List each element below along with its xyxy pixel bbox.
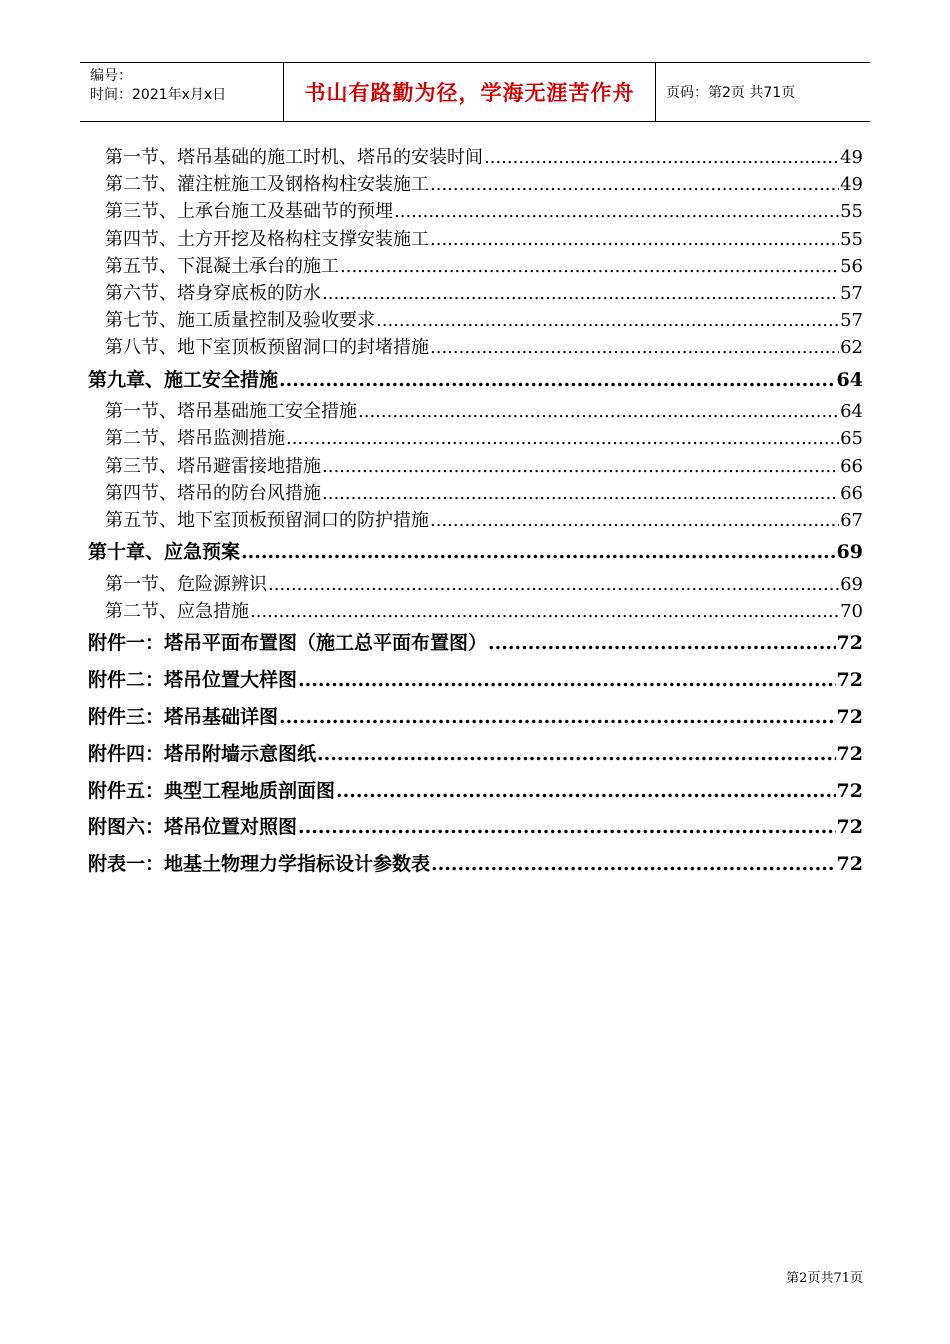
toc-entry-title: 附件四：塔吊附墙示意图纸 (88, 742, 317, 765)
toc-dot-leader (279, 362, 836, 399)
toc-entry-page: 55 (840, 201, 863, 223)
toc-entry-page: 62 (840, 337, 863, 359)
toc-chapter-entry[interactable] (88, 846, 863, 883)
toc-section-entry[interactable] (88, 571, 863, 598)
toc-dot-leader (376, 307, 839, 334)
header-motto: 书山有路勤为径，学海无涯苦作舟 (283, 63, 656, 121)
toc-entry-page: 69 (840, 574, 863, 596)
toc-entry-page: 70 (840, 601, 863, 623)
toc-chapter-entry[interactable] (88, 699, 863, 736)
toc-entry-page: 72 (836, 706, 863, 728)
toc-section-entry[interactable] (88, 253, 863, 280)
toc-entry-page: 66 (840, 455, 863, 477)
toc-entry-title: 附件五：典型工程地质剖面图 (88, 779, 336, 802)
toc-entry-page: 64 (840, 401, 863, 423)
toc-entry-page: 66 (840, 482, 863, 504)
toc-entry-page: 49 (840, 174, 863, 196)
toc-chapter-entry[interactable] (88, 736, 863, 773)
toc-entry-page: 57 (840, 282, 863, 304)
toc-section-entry[interactable] (88, 507, 863, 534)
toc-section-entry[interactable] (88, 425, 863, 452)
toc-chapter-entry[interactable] (88, 534, 863, 571)
toc-dot-leader (250, 598, 839, 625)
toc-entry-page: 72 (836, 779, 863, 802)
toc-entry-title: 附件一：塔吊平面布置图（施工总平面布置图） (88, 632, 488, 655)
toc-entry-title: 第一节、塔吊基础的施工时机、塔吊的安装时间 (105, 147, 483, 168)
toc-dot-leader (430, 507, 839, 534)
table-of-contents (88, 144, 863, 883)
toc-dot-leader (430, 226, 839, 253)
toc-chapter-entry[interactable] (88, 362, 863, 399)
toc-entry-title: 第二节、灌注桩施工及钢格构柱安装施工 (105, 174, 429, 196)
toc-entry-title: 第五节、地下室顶板预留洞口的防护措施 (105, 510, 429, 532)
toc-dot-leader (336, 773, 836, 810)
toc-dot-leader (268, 571, 839, 598)
toc-entry-title: 附件二：塔吊位置大样图 (88, 669, 298, 692)
toc-section-entry[interactable] (88, 398, 863, 425)
toc-section-entry[interactable] (88, 226, 863, 253)
toc-entry-page: 56 (840, 255, 863, 277)
toc-entry-title: 第一节、危险源辨识 (105, 574, 267, 596)
toc-entry-title: 第三节、塔吊避雷接地措施 (105, 455, 321, 477)
toc-dot-leader (241, 534, 836, 571)
toc-section-entry[interactable] (88, 453, 863, 480)
toc-section-entry[interactable] (88, 480, 863, 507)
toc-entry-page: 72 (836, 632, 863, 655)
document-time: 时间：2021年x月x日 (90, 87, 227, 103)
toc-entry-title: 第二节、塔吊监测措施 (105, 428, 285, 450)
toc-dot-leader (317, 736, 836, 773)
toc-dot-leader (358, 398, 839, 425)
toc-entry-title: 第九章、施工安全措施 (88, 368, 279, 391)
toc-entry-page: 67 (840, 510, 863, 532)
toc-entry-title: 第四节、塔吊的防台风措施 (105, 482, 321, 504)
toc-section-entry[interactable] (88, 334, 863, 361)
toc-entry-title: 第八节、地下室顶板预留洞口的封堵措施 (105, 337, 429, 359)
toc-section-entry[interactable] (88, 280, 863, 307)
toc-section-entry[interactable] (88, 198, 863, 225)
header-meta (80, 63, 283, 121)
page-header (80, 62, 870, 122)
toc-entry-page: 69 (836, 541, 863, 564)
toc-dot-leader (298, 809, 836, 846)
toc-section-entry[interactable] (88, 171, 863, 198)
toc-chapter-entry[interactable] (88, 773, 863, 810)
toc-entry-page: 65 (840, 428, 863, 450)
toc-entry-title: 附件三：塔吊基础详图 (88, 706, 279, 728)
toc-section-entry[interactable] (88, 144, 863, 171)
toc-entry-page: 72 (836, 669, 863, 692)
toc-dot-leader (340, 253, 839, 280)
toc-section-entry[interactable] (88, 307, 863, 334)
toc-dot-leader (322, 480, 839, 507)
toc-entry-page: 57 (840, 310, 863, 332)
toc-dot-leader (431, 846, 836, 883)
toc-dot-leader (430, 171, 839, 198)
toc-chapter-entry[interactable] (88, 662, 863, 699)
toc-entry-title: 第一节、塔吊基础施工安全措施 (105, 401, 357, 423)
toc-chapter-entry[interactable] (88, 809, 863, 846)
document-number-label: 编号： (90, 68, 132, 84)
toc-dot-leader (286, 425, 839, 452)
toc-entry-title: 附图六：塔吊位置对照图 (88, 816, 298, 839)
toc-entry-title: 第五节、下混凝土承台的施工 (105, 255, 339, 277)
toc-dot-leader (298, 662, 836, 699)
toc-entry-page: 72 (836, 742, 863, 765)
toc-dot-leader (279, 699, 836, 736)
toc-entry-title: 第七节、施工质量控制及验收要求 (105, 310, 375, 332)
toc-entry-title: 第二节、应急措施 (105, 601, 249, 623)
toc-dot-leader (394, 198, 839, 225)
page-footer: 第2页共71页 (786, 1271, 863, 1286)
toc-entry-page: 72 (836, 816, 863, 839)
toc-dot-leader (488, 625, 836, 662)
toc-dot-leader (322, 280, 839, 307)
toc-dot-leader (430, 334, 839, 361)
toc-entry-title: 第六节、塔身穿底板的防水 (105, 282, 321, 304)
toc-entry-title: 附表一：地基土物理力学指标设计参数表 (88, 853, 431, 876)
toc-entry-title: 第十章、应急预案 (88, 541, 241, 564)
toc-entry-title: 第三节、上承台施工及基础节的预埋 (105, 201, 393, 223)
toc-entry-page: 55 (840, 228, 863, 250)
header-page-info: 页码：第2页 共71页 (666, 85, 796, 101)
toc-chapter-entry[interactable] (88, 625, 863, 662)
toc-entry-page: 72 (836, 853, 863, 876)
toc-dot-leader (322, 453, 839, 480)
toc-entry-title: 第四节、土方开挖及格构柱支撑安装施工 (105, 228, 429, 250)
toc-entry-page: 64 (836, 368, 863, 391)
toc-section-entry[interactable] (88, 598, 863, 625)
toc-entry-page: 49 (840, 147, 863, 168)
toc-dot-leader (484, 144, 839, 171)
